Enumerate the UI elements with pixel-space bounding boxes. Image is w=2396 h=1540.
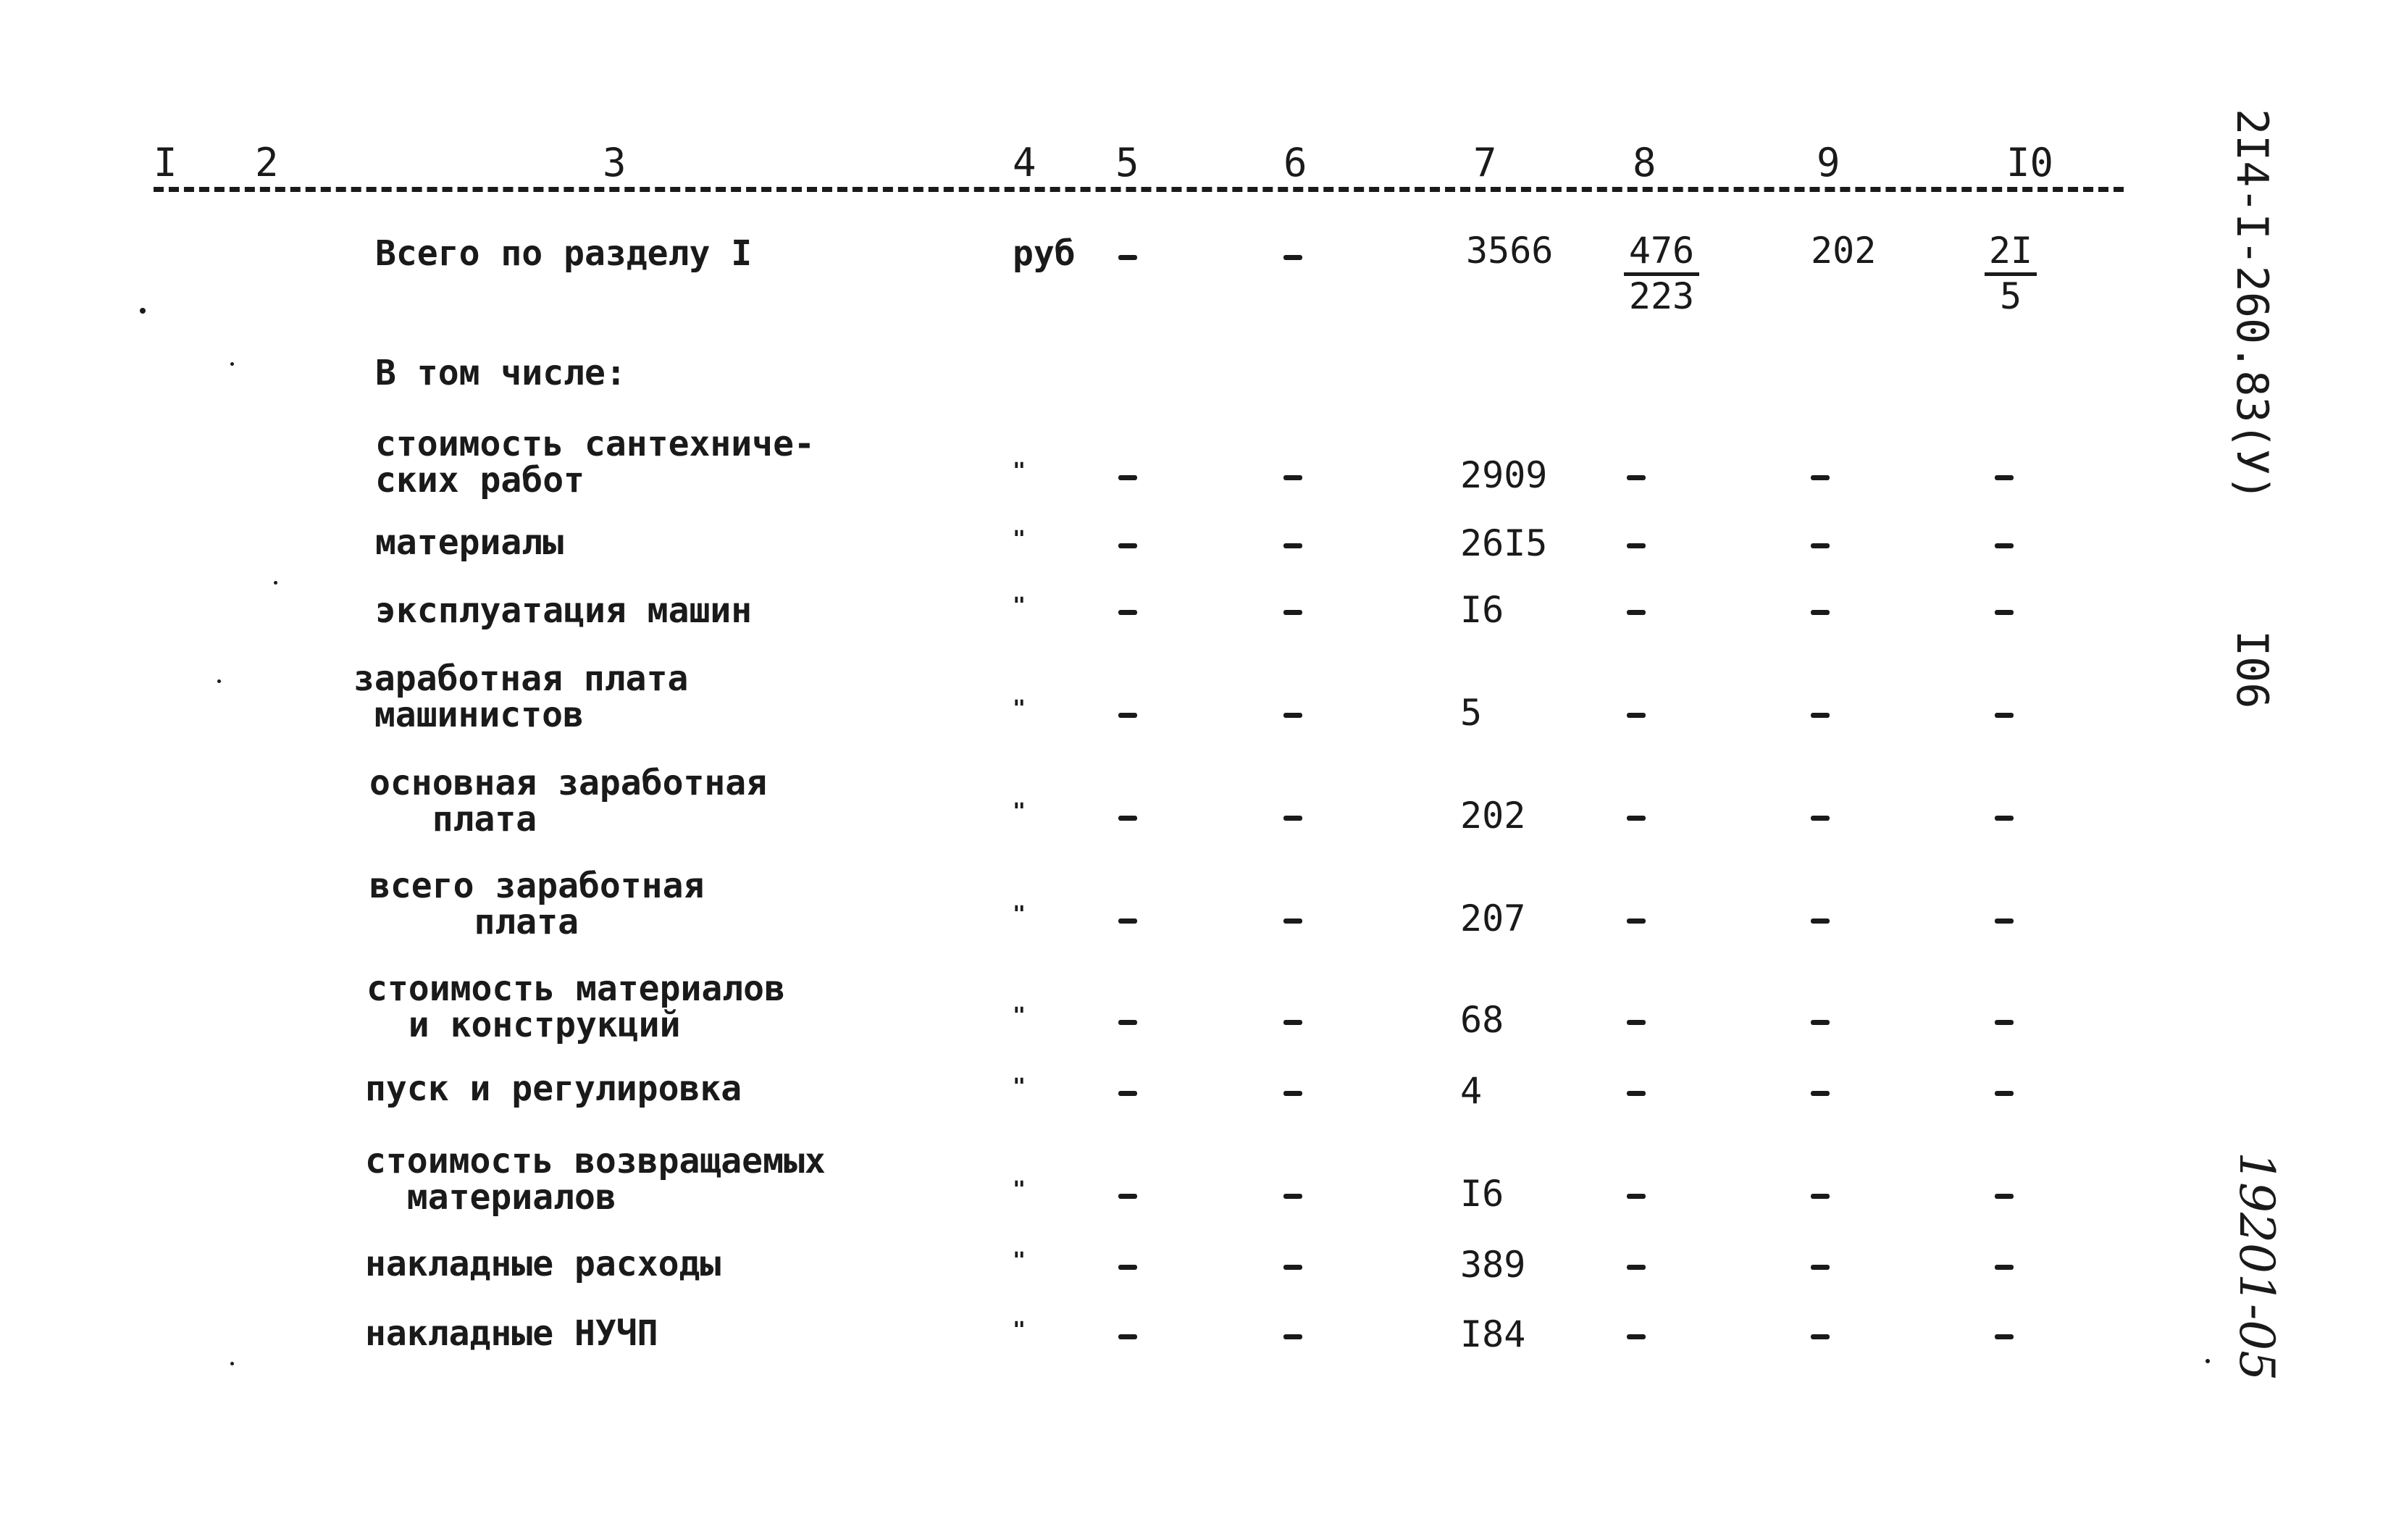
column-header-3: 3 xyxy=(603,140,627,185)
row-col9-dash xyxy=(1811,475,1830,480)
column-header-8: 8 xyxy=(1633,140,1656,185)
row-col9-dash xyxy=(1811,713,1830,718)
row-col7-value: 389 xyxy=(1460,1244,1526,1286)
row-col8-dash xyxy=(1627,918,1646,924)
scan-speck xyxy=(230,1362,234,1365)
side-handwritten-number: 19201-05 xyxy=(2229,1152,2284,1381)
row-col7-value: I84 xyxy=(1460,1313,1526,1355)
row-col10-dash xyxy=(1995,610,2014,615)
side-code: 2I4-I-260.83(У) xyxy=(2227,109,2277,501)
row-col8-dash xyxy=(1627,1020,1646,1025)
row-label: стоимость возвращаемых материалов xyxy=(365,1141,826,1218)
row-col6-dash xyxy=(1283,713,1302,718)
row-col6-dash xyxy=(1283,1265,1302,1270)
row-col5-dash xyxy=(1118,1020,1137,1025)
row-col10-dash xyxy=(1995,713,2014,718)
row-col8-dash xyxy=(1627,1265,1646,1270)
row-ditto-mark: " xyxy=(1013,696,1026,721)
row-col6-dash xyxy=(1283,918,1302,924)
row-col8-dash xyxy=(1627,543,1646,548)
row-col6-dash xyxy=(1283,1020,1302,1025)
row-col8-dash xyxy=(1627,1334,1646,1339)
row-col8-dash xyxy=(1627,1194,1646,1199)
column-header-2: 2 xyxy=(255,140,279,185)
row-col6-dash xyxy=(1283,543,1302,548)
row-ditto-mark: " xyxy=(1013,1177,1026,1202)
row-col9-dash xyxy=(1811,1334,1830,1339)
column-header-5: 5 xyxy=(1115,140,1139,185)
column-header-9: 9 xyxy=(1817,140,1840,185)
row-col10-dash xyxy=(1995,1020,2014,1025)
row-label: заработная плата машинистов xyxy=(353,658,689,735)
row-col6-dash xyxy=(1283,1091,1302,1096)
row-col7-value: 26I5 xyxy=(1460,522,1548,564)
summary-label: Всего по разделу I xyxy=(375,233,753,274)
row-col5-dash xyxy=(1118,475,1137,480)
row-col10-dash xyxy=(1995,1194,2014,1199)
row-label: стоимость материалов и конструкций xyxy=(366,968,785,1045)
row-col6-dash xyxy=(1283,816,1302,821)
row-ditto-mark: " xyxy=(1013,459,1026,484)
row-label: основная заработная плата xyxy=(369,763,768,840)
row-col6-dash xyxy=(1283,610,1302,615)
row-label: материалы xyxy=(375,522,564,563)
row-col10-dash xyxy=(1995,1265,2014,1270)
column-header-10: I0 xyxy=(2006,140,2054,185)
scan-speck xyxy=(230,362,234,366)
row-ditto-mark: " xyxy=(1013,1318,1026,1343)
summary-col5-dash xyxy=(1118,255,1137,260)
row-col10-dash xyxy=(1995,1091,2014,1096)
row-col10-dash xyxy=(1995,543,2014,548)
row-ditto-mark: " xyxy=(1013,1003,1026,1029)
row-col9-dash xyxy=(1811,1091,1830,1096)
scan-speck xyxy=(140,308,146,314)
row-label: стоимость сантехниче- ских работ xyxy=(375,424,815,501)
row-col10-dash xyxy=(1995,816,2014,821)
row-col10-dash xyxy=(1995,1334,2014,1339)
row-col5-dash xyxy=(1118,1334,1137,1339)
row-col9-dash xyxy=(1811,816,1830,821)
row-col6-dash xyxy=(1283,1334,1302,1339)
summary-col9-value: 202 xyxy=(1811,230,1877,272)
summary-col8-fraction xyxy=(1624,230,1699,317)
row-ditto-mark: " xyxy=(1013,1248,1026,1273)
row-col6-dash xyxy=(1283,475,1302,480)
row-ditto-mark: " xyxy=(1013,527,1026,552)
summary-col10-fraction xyxy=(1985,230,2037,317)
row-col7-value: I6 xyxy=(1460,1173,1504,1215)
row-col9-dash xyxy=(1811,610,1830,615)
row-col5-dash xyxy=(1118,713,1137,718)
header-rule xyxy=(154,187,2124,192)
row-col6-dash xyxy=(1283,1194,1302,1199)
scan-speck xyxy=(2206,1359,2210,1363)
row-col9-dash xyxy=(1811,918,1830,924)
row-col5-dash xyxy=(1118,918,1137,924)
summary-col10-top: 2I xyxy=(1985,230,2037,276)
row-col8-dash xyxy=(1627,713,1646,718)
row-col5-dash xyxy=(1118,1091,1137,1096)
scan-speck xyxy=(274,581,277,585)
row-col9-dash xyxy=(1811,543,1830,548)
column-header-7: 7 xyxy=(1473,140,1497,185)
row-col7-value: 202 xyxy=(1460,795,1526,837)
row-col9-dash xyxy=(1811,1265,1830,1270)
column-header-1: I xyxy=(154,140,177,185)
row-col10-dash xyxy=(1995,918,2014,924)
column-header-4: 4 xyxy=(1013,140,1036,185)
column-header-6: 6 xyxy=(1283,140,1307,185)
row-col7-value: 4 xyxy=(1460,1070,1483,1112)
row-col7-value: 207 xyxy=(1460,897,1526,940)
row-col7-value: 2909 xyxy=(1460,454,1548,496)
row-col10-dash xyxy=(1995,475,2014,480)
summary-col6-dash xyxy=(1283,255,1302,260)
row-col8-dash xyxy=(1627,610,1646,615)
summary-col10-bottom: 5 xyxy=(1999,275,2022,317)
row-col7-value: 68 xyxy=(1460,999,1504,1041)
row-col7-value: I6 xyxy=(1460,589,1504,631)
row-ditto-mark: " xyxy=(1013,593,1026,619)
row-col5-dash xyxy=(1118,543,1137,548)
subheading: В том числе: xyxy=(375,353,627,393)
row-col8-dash xyxy=(1627,475,1646,480)
row-ditto-mark: " xyxy=(1013,1074,1026,1100)
row-label: всего заработная плата xyxy=(369,866,705,942)
row-label: пуск и регулировка xyxy=(365,1068,742,1109)
row-col8-dash xyxy=(1627,1091,1646,1096)
row-col7-value: 5 xyxy=(1460,692,1483,734)
summary-col7-value: 3566 xyxy=(1466,230,1554,272)
row-col5-dash xyxy=(1118,816,1137,821)
row-label: эксплуатация машин xyxy=(375,590,753,631)
row-ditto-mark: " xyxy=(1013,902,1026,927)
summary-col8-bottom: 223 xyxy=(1628,275,1695,317)
row-col9-dash xyxy=(1811,1020,1830,1025)
row-label: накладные НУЧП xyxy=(365,1313,658,1354)
row-col9-dash xyxy=(1811,1194,1830,1199)
summary-unit: руб xyxy=(1013,233,1076,274)
row-label: накладные расходы xyxy=(365,1244,721,1284)
row-col5-dash xyxy=(1118,610,1137,615)
summary-col8-top: 476 xyxy=(1624,230,1699,276)
row-col5-dash xyxy=(1118,1194,1137,1199)
side-page-number: I06 xyxy=(2227,630,2277,709)
scan-speck xyxy=(217,679,221,683)
row-col8-dash xyxy=(1627,816,1646,821)
row-ditto-mark: " xyxy=(1013,799,1026,824)
row-col5-dash xyxy=(1118,1265,1137,1270)
